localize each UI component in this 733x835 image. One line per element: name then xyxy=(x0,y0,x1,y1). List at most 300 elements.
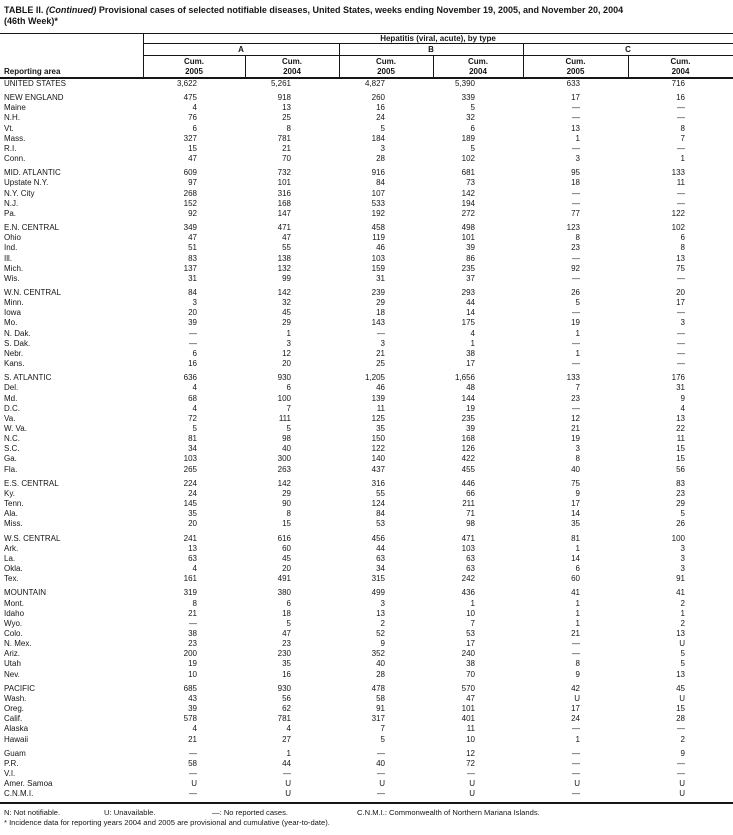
cell-value: 14 xyxy=(571,509,580,519)
cell-value: 13 xyxy=(282,103,291,113)
cell-value: 39 xyxy=(188,318,197,328)
cell-value: 11 xyxy=(676,178,685,188)
cell-value: — xyxy=(189,618,197,628)
cell-value: 8 xyxy=(192,598,197,608)
row-label: W. Va. xyxy=(4,424,27,433)
cell-value: 6 xyxy=(192,348,197,358)
row-label: Tenn. xyxy=(4,499,24,509)
cell-value: 92 xyxy=(571,263,580,273)
cell-value: — xyxy=(572,639,580,649)
column-group-b: B xyxy=(428,44,434,54)
cell-value: 235 xyxy=(461,413,475,423)
cell-value: 19 xyxy=(188,659,197,669)
cell-value: — xyxy=(677,143,685,153)
cell-value: 339 xyxy=(461,93,475,103)
row-label: Maine xyxy=(4,103,26,113)
cell-value: 150 xyxy=(371,434,385,444)
column-header: Cum. 2004 xyxy=(670,56,691,76)
row-label: Ark. xyxy=(4,543,19,553)
cell-value: 455 xyxy=(461,464,475,474)
row-label: N.Y. City xyxy=(4,188,35,198)
table-row xyxy=(0,588,733,598)
cell-value: U xyxy=(574,779,580,789)
cell-value: 60 xyxy=(571,574,580,584)
cell-value: 499 xyxy=(371,588,385,598)
cell-value: — xyxy=(677,338,685,348)
cell-value: — xyxy=(677,348,685,358)
table-row xyxy=(0,103,733,113)
cell-value: 76 xyxy=(188,113,197,123)
cell-value: 47 xyxy=(282,628,291,638)
cell-value: 92 xyxy=(188,208,197,218)
cell-value: 3 xyxy=(680,318,685,328)
row-label: La. xyxy=(4,553,16,563)
cell-value: — xyxy=(189,338,197,348)
cell-value: 176 xyxy=(671,373,685,383)
cell-value: 1 xyxy=(286,748,291,758)
cell-value: 70 xyxy=(466,669,475,679)
table-row xyxy=(0,544,733,554)
cell-value: 1 xyxy=(286,328,291,338)
row-label: N.J. xyxy=(4,198,19,208)
cell-value: 168 xyxy=(461,434,475,444)
cell-value: 24 xyxy=(188,488,197,498)
cell-value: 15 xyxy=(676,704,685,714)
cell-value: — xyxy=(677,188,685,198)
cell-value: 263 xyxy=(277,464,291,474)
table-row xyxy=(0,639,733,649)
cell-value: 13 xyxy=(676,413,685,423)
cell-value: 5 xyxy=(192,424,197,433)
cell-value: 5 xyxy=(380,123,385,133)
row-label: PACIFIC xyxy=(4,683,35,693)
cell-value: 56 xyxy=(282,693,291,703)
cell-value: 126 xyxy=(461,444,475,454)
table-row xyxy=(0,134,733,144)
cell-value: 1 xyxy=(575,608,580,618)
row-label: Del. xyxy=(4,383,19,393)
cell-value: 124 xyxy=(371,499,385,509)
cell-value: 12 xyxy=(466,748,475,758)
cell-value: 930 xyxy=(277,683,291,693)
table-row xyxy=(0,329,733,339)
cell-value: 230 xyxy=(277,649,291,659)
cell-value: 21 xyxy=(188,734,197,744)
table-row xyxy=(0,454,733,464)
row-label: S. Dak. xyxy=(4,338,31,348)
table-row xyxy=(0,223,733,233)
cell-value: 498 xyxy=(461,223,475,233)
cell-value: 716 xyxy=(671,79,685,88)
cell-value: 122 xyxy=(671,208,685,218)
column-header: Cum. 2005 xyxy=(376,56,396,76)
table-row xyxy=(0,659,733,669)
cell-value: 147 xyxy=(277,208,291,218)
cell-value: 17 xyxy=(466,639,475,649)
row-label: Ill. xyxy=(4,253,12,263)
cell-value: 316 xyxy=(371,478,385,488)
cell-value: 3 xyxy=(286,338,291,348)
cell-value: U xyxy=(285,779,291,789)
cell-value: 732 xyxy=(277,168,291,178)
row-label: E.N. CENTRAL xyxy=(4,223,60,233)
cell-value: 31 xyxy=(188,273,197,283)
cell-value: 8 xyxy=(680,123,685,133)
table-section xyxy=(0,373,733,475)
table-row xyxy=(0,684,733,694)
table-row xyxy=(0,735,733,745)
cell-value: 125 xyxy=(371,413,385,423)
cell-value: 1 xyxy=(575,734,580,744)
cell-value: 21 xyxy=(188,608,197,618)
table-row xyxy=(0,619,733,629)
cell-value: 241 xyxy=(183,533,197,543)
table-row xyxy=(0,199,733,209)
row-label: Oreg. xyxy=(4,704,25,714)
cell-value: 9 xyxy=(380,639,385,649)
cell-value: 15 xyxy=(188,143,197,153)
cell-value: 142 xyxy=(277,287,291,297)
cell-value: 27 xyxy=(282,734,291,744)
table-row xyxy=(0,424,733,434)
cell-value: 35 xyxy=(571,519,580,529)
table-row xyxy=(0,694,733,704)
cell-value: 161 xyxy=(183,574,197,584)
cell-value: 66 xyxy=(466,488,475,498)
cell-value: 40 xyxy=(282,444,291,454)
table-row xyxy=(0,749,733,759)
cell-value: 83 xyxy=(188,253,197,263)
cell-value: — xyxy=(283,769,291,778)
cell-value: U xyxy=(679,779,685,789)
cell-value: — xyxy=(677,724,685,734)
cell-value: 17 xyxy=(466,359,475,369)
table-row xyxy=(0,574,733,584)
column-header: Cum. 2005 xyxy=(184,56,204,76)
cell-value: U xyxy=(469,789,475,799)
cell-value: 91 xyxy=(676,574,685,584)
cell-value: 24 xyxy=(376,113,385,123)
cell-value: 84 xyxy=(376,509,385,519)
cell-value: 38 xyxy=(466,659,475,669)
row-label: E.S. CENTRAL xyxy=(4,478,59,488)
row-label: Pa. xyxy=(4,208,17,218)
cell-value: 21 xyxy=(571,424,580,433)
table-row xyxy=(0,373,733,383)
cell-value: 119 xyxy=(372,233,385,243)
cell-value: 578 xyxy=(183,714,197,724)
cell-value: 19 xyxy=(571,318,580,328)
footnote-incidence-note: * Incidence data for reporting years 2004 and 2005 are provisional and cumulative (year-to-date). xyxy=(4,817,330,827)
cell-value: 63 xyxy=(466,553,475,563)
cell-value: 16 xyxy=(376,103,385,113)
row-label: Md. xyxy=(4,393,18,403)
table-body xyxy=(0,79,733,799)
row-label: Mo. xyxy=(4,318,18,328)
cell-value: 1 xyxy=(470,338,475,348)
cell-value: 20 xyxy=(676,287,685,297)
row-label: Alaska xyxy=(4,724,29,734)
cell-value: 46 xyxy=(376,243,385,253)
cell-value: 685 xyxy=(183,683,197,693)
cell-value: 380 xyxy=(277,588,291,598)
table-section xyxy=(0,288,733,369)
table-row xyxy=(0,264,733,274)
table-row xyxy=(0,554,733,564)
table-row xyxy=(0,519,733,529)
reporting-area-label: Reporting area xyxy=(4,67,61,76)
cell-value: 9 xyxy=(680,393,685,403)
cell-value: 44 xyxy=(466,298,475,308)
cell-value: 352 xyxy=(371,649,385,659)
table-row xyxy=(0,243,733,253)
cell-value: — xyxy=(677,103,685,113)
table-row xyxy=(0,769,733,779)
cell-value: 21 xyxy=(376,348,385,358)
table-row xyxy=(0,444,733,454)
cell-value: 52 xyxy=(376,628,385,638)
row-label: Utah xyxy=(4,659,21,669)
table-row xyxy=(0,113,733,123)
row-label: Ky. xyxy=(4,488,15,498)
row-label: Wash. xyxy=(4,693,27,703)
cell-value: 35 xyxy=(282,659,291,669)
cell-value: 2 xyxy=(680,618,685,628)
cell-value: 47 xyxy=(188,154,197,164)
cell-value: U xyxy=(191,779,197,789)
footnote-unavailable: U: Unavailable. xyxy=(104,807,156,817)
table-row xyxy=(0,465,733,475)
cell-value: 26 xyxy=(676,519,685,529)
table-row xyxy=(0,189,733,199)
table-section xyxy=(0,168,733,219)
cell-value: 458 xyxy=(371,223,385,233)
table-row xyxy=(0,383,733,393)
cell-value: — xyxy=(572,113,580,123)
cell-value: 55 xyxy=(282,243,291,253)
cell-value: 42 xyxy=(571,683,580,693)
table-row xyxy=(0,274,733,284)
table-row xyxy=(0,178,733,188)
cell-value: 25 xyxy=(376,359,385,369)
cell-value: — xyxy=(377,789,385,799)
cell-value: 122 xyxy=(371,444,385,454)
cell-value: 132 xyxy=(277,263,291,273)
cell-value: 103 xyxy=(371,253,385,263)
cell-value: 63 xyxy=(376,553,385,563)
cell-value: 21 xyxy=(282,143,291,153)
header-vertical-rule-left xyxy=(143,33,144,78)
table-row xyxy=(0,144,733,154)
cell-value: 478 xyxy=(371,683,385,693)
cell-value: 29 xyxy=(376,298,385,308)
cell-value: — xyxy=(677,359,685,369)
cell-value: 4 xyxy=(192,564,197,574)
cell-value: 38 xyxy=(188,628,197,638)
cell-value: 12 xyxy=(282,348,291,358)
cell-value: — xyxy=(189,769,197,778)
cell-value: 53 xyxy=(466,628,475,638)
cell-value: 71 xyxy=(466,509,475,519)
cell-value: U xyxy=(379,779,385,789)
cell-value: 1 xyxy=(680,608,685,618)
column-header: Cum. 2004 xyxy=(282,56,302,76)
cell-value: 21 xyxy=(571,628,580,638)
row-label: MOUNTAIN xyxy=(4,588,47,598)
cell-value: 609 xyxy=(183,168,197,178)
cell-value: 9 xyxy=(575,669,580,679)
cell-value: 35 xyxy=(376,424,385,433)
cell-value: U xyxy=(574,693,580,703)
cell-value: 2 xyxy=(380,618,385,628)
row-label: Wis. xyxy=(4,273,20,283)
cell-value: 51 xyxy=(188,243,197,253)
cell-value: — xyxy=(572,308,580,318)
cell-value: 1 xyxy=(470,598,475,608)
table-row xyxy=(0,349,733,359)
table-title xyxy=(4,5,730,27)
table-title-text: Provisional cases of selected notifiable diseases, United States, weeks ending November 19, 2005, and November 20, 2004 xyxy=(98,5,624,15)
row-label: S.C. xyxy=(4,444,20,454)
table-row xyxy=(0,168,733,178)
cell-value: 98 xyxy=(282,434,291,444)
cell-value: 2 xyxy=(680,734,685,744)
cell-value: 211 xyxy=(462,499,475,509)
cell-value: 4,827 xyxy=(364,79,385,88)
cell-value: 168 xyxy=(277,198,291,208)
cell-value: — xyxy=(189,748,197,758)
row-label: Mich. xyxy=(4,263,24,273)
table-row xyxy=(0,124,733,134)
table-row xyxy=(0,254,733,264)
cell-value: 23 xyxy=(188,639,197,649)
cell-value: 192 xyxy=(371,208,385,218)
cell-value: 72 xyxy=(466,758,475,768)
cell-value: 47 xyxy=(466,693,475,703)
cell-value: 189 xyxy=(461,133,475,143)
cell-value: 6 xyxy=(575,564,580,574)
cell-value: — xyxy=(677,769,685,778)
table-section xyxy=(0,93,733,164)
cell-value: 39 xyxy=(188,704,197,714)
cell-value: 137 xyxy=(183,263,197,273)
cell-value: 38 xyxy=(466,348,475,358)
cell-value: 145 xyxy=(183,499,197,509)
cell-value: 62 xyxy=(282,704,291,714)
cell-value: 45 xyxy=(676,683,685,693)
cell-value: 13 xyxy=(676,628,685,638)
row-label: W.N. CENTRAL xyxy=(4,287,61,297)
cell-value: 103 xyxy=(461,543,475,553)
cell-value: 300 xyxy=(277,454,291,464)
cell-value: — xyxy=(572,403,580,413)
cell-value: 48 xyxy=(466,383,475,393)
footnotes xyxy=(0,808,733,834)
row-label: Minn. xyxy=(4,298,24,308)
cell-value: 681 xyxy=(461,168,475,178)
table-row xyxy=(0,629,733,639)
cell-value: 20 xyxy=(188,519,197,529)
cell-value: 70 xyxy=(282,154,291,164)
cell-value: 5 xyxy=(286,618,291,628)
cell-value: 7 xyxy=(680,133,685,143)
cell-value: 13 xyxy=(676,253,685,263)
cell-value: 1,205 xyxy=(364,373,385,383)
cell-value: 23 xyxy=(282,639,291,649)
cell-value: 13 xyxy=(676,669,685,679)
cell-value: 1 xyxy=(575,133,580,143)
cell-value: 16 xyxy=(282,669,291,679)
cell-value: 17 xyxy=(571,93,580,103)
row-label: Wyo. xyxy=(4,618,23,628)
cell-value: 95 xyxy=(571,168,580,178)
cell-value: 77 xyxy=(571,208,580,218)
cell-value: 636 xyxy=(183,373,197,383)
cell-value: 570 xyxy=(461,683,475,693)
cell-value: — xyxy=(677,273,685,283)
table-row xyxy=(0,394,733,404)
cell-value: — xyxy=(572,769,580,778)
cell-value: 123 xyxy=(566,223,580,233)
cell-value: 18 xyxy=(282,608,291,618)
cell-value: 3 xyxy=(380,598,385,608)
cell-value: 102 xyxy=(461,154,475,164)
header-vertical-rule-a-b xyxy=(339,43,340,79)
cell-value: U xyxy=(469,779,475,789)
cell-value: 40 xyxy=(571,464,580,474)
cell-value: 616 xyxy=(277,533,291,543)
table-rule-bottom xyxy=(0,802,733,804)
cell-value: 12 xyxy=(571,413,580,423)
cell-value: 3 xyxy=(192,298,197,308)
column-group-spanner: Hepatitis (viral, acute), by type xyxy=(380,33,496,43)
cell-value: 9 xyxy=(575,488,580,498)
cell-value: 4 xyxy=(286,724,291,734)
cell-value: 781 xyxy=(277,714,291,724)
cell-value: 31 xyxy=(376,273,385,283)
cell-value: 29 xyxy=(676,499,685,509)
cell-value: 1 xyxy=(575,598,580,608)
cell-value: 41 xyxy=(571,588,580,598)
table-row xyxy=(0,359,733,369)
cell-value: 101 xyxy=(277,178,291,188)
cell-value: 5 xyxy=(470,143,475,153)
cell-value: 99 xyxy=(282,273,291,283)
row-label: N. Mex. xyxy=(4,639,32,649)
cell-value: 101 xyxy=(461,233,475,243)
cell-value: 18 xyxy=(376,308,385,318)
table-row xyxy=(0,779,733,789)
cell-value: — xyxy=(377,769,385,778)
header-vertical-rule-b-c xyxy=(523,43,524,79)
table-row xyxy=(0,308,733,318)
table-row xyxy=(0,714,733,724)
cell-value: 15 xyxy=(282,519,291,529)
cell-value: 139 xyxy=(371,393,385,403)
footnote-cnmi: C.N.M.I.: Commonwealth of Northern Mariana Islands. xyxy=(357,807,540,817)
column-headers-row xyxy=(143,57,733,78)
cell-value: 1 xyxy=(575,543,580,553)
cell-value: 327 xyxy=(183,133,197,143)
cell-value: 144 xyxy=(461,393,475,403)
row-label: Tex. xyxy=(4,574,19,584)
cell-value: — xyxy=(572,103,580,113)
cell-value: 175 xyxy=(461,318,475,328)
table-row xyxy=(0,154,733,164)
cell-value: 8 xyxy=(575,233,580,243)
cell-value: 23 xyxy=(571,393,580,403)
cell-value: 13 xyxy=(188,543,197,553)
